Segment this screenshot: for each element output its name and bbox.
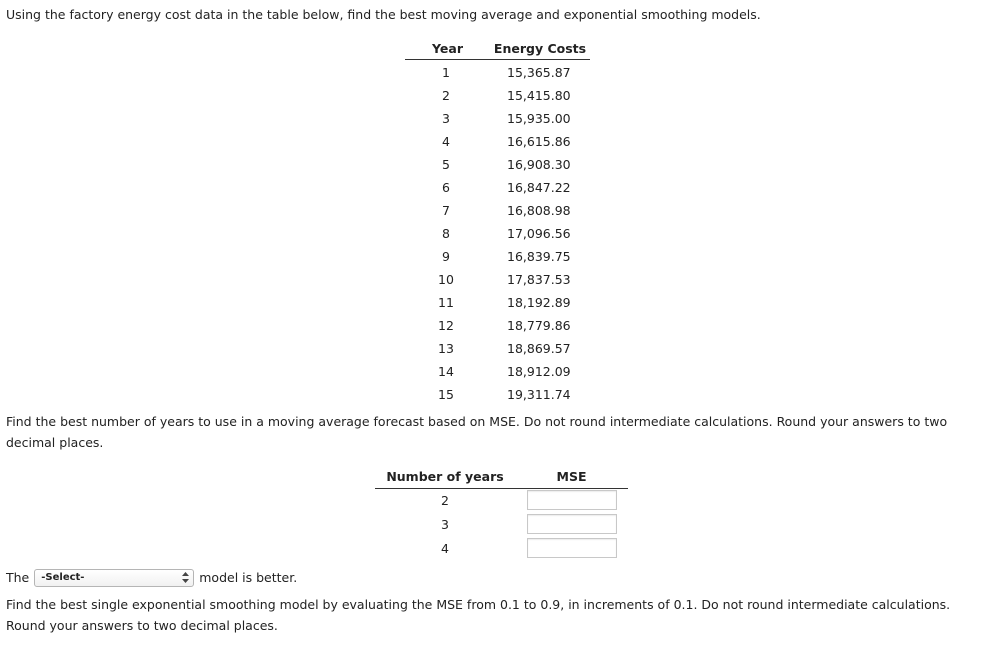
mse-cell xyxy=(515,538,628,558)
moving-average-instructions: Find the best number of years to use in a moving average forecast based on MSE. Do not round intermediate calculations. Round your answers to two decimal places. xyxy=(6,414,948,450)
mse-cell xyxy=(515,490,628,510)
energy-table-row xyxy=(405,153,590,176)
energy-table-row xyxy=(405,337,590,360)
energy-table-row xyxy=(405,314,590,337)
model-select-prefix: The xyxy=(6,570,30,585)
energy-table-row xyxy=(405,176,590,199)
year-cell: 10 xyxy=(438,272,454,287)
mse-input-4-years[interactable] xyxy=(527,538,617,558)
years-cell: 4 xyxy=(441,540,449,556)
energy-table-row xyxy=(405,61,590,84)
select-arrows-icon xyxy=(182,572,189,583)
year-column-header: Year xyxy=(432,40,463,56)
energy-table-row xyxy=(405,84,590,107)
year-cell: 7 xyxy=(442,203,450,218)
energy-table-body xyxy=(405,61,590,406)
year-cell: 8 xyxy=(442,226,450,241)
mse-cell xyxy=(515,514,628,534)
mse-input-3-years[interactable] xyxy=(527,514,617,534)
model-select-dropdown[interactable] xyxy=(34,569,194,587)
mse-input-2-years[interactable] xyxy=(527,490,617,510)
year-cell: 13 xyxy=(438,341,454,356)
energy-table-row xyxy=(405,199,590,222)
mse-table-body xyxy=(375,488,628,560)
year-cell: 14 xyxy=(438,364,454,379)
model-select-suffix: model is better. xyxy=(199,570,298,585)
mse-table-header xyxy=(375,466,628,488)
energy-cost-cell: 16,615.86 xyxy=(507,134,571,149)
intro-text: Using the factory energy cost data in the table below, find the best moving average and exponential smoothing models. xyxy=(6,7,761,22)
energy-cost-cell: 16,839.75 xyxy=(507,249,571,264)
energy-table-row xyxy=(405,130,590,153)
year-cell: 12 xyxy=(438,318,454,333)
years-cell: 2 xyxy=(441,492,449,508)
energy-costs-column-header: Energy Costs xyxy=(493,40,587,56)
mse-table xyxy=(375,466,628,560)
years-cell: 3 xyxy=(441,516,449,532)
energy-table-row xyxy=(405,268,590,291)
energy-table-header xyxy=(405,37,590,60)
year-cell: 9 xyxy=(442,249,450,264)
energy-cost-cell: 16,808.98 xyxy=(507,203,571,218)
energy-cost-cell: 16,908.30 xyxy=(507,157,571,172)
energy-table-row xyxy=(405,245,590,268)
exponential-smoothing-instructions: Find the best single exponential smoothing model by evaluating the MSE from 0.1 to 0.9, in increments of 0.1. Do not round intermediate calculations. Round your answers to two decimal places. xyxy=(6,597,951,633)
energy-cost-cell: 15,415.80 xyxy=(507,88,571,103)
model-select-value: -Select- xyxy=(41,571,85,583)
year-cell: 6 xyxy=(442,180,450,195)
number-of-years-header: Number of years xyxy=(375,466,515,489)
year-cell: 1 xyxy=(442,65,450,80)
mse-table-row xyxy=(375,512,628,536)
energy-table-row xyxy=(405,360,590,383)
energy-table-row xyxy=(405,222,590,245)
mse-table-row xyxy=(375,488,628,512)
energy-cost-cell: 17,837.53 xyxy=(507,272,571,287)
year-cell: 15 xyxy=(438,387,454,402)
energy-cost-cell: 18,192.89 xyxy=(507,295,571,310)
energy-table-row xyxy=(405,383,590,406)
energy-cost-cell: 17,096.56 xyxy=(507,226,571,241)
energy-cost-cell: 19,311.74 xyxy=(507,387,571,402)
energy-cost-cell: 15,935.00 xyxy=(507,111,571,126)
mse-table-row xyxy=(375,536,628,560)
year-cell: 3 xyxy=(442,111,450,126)
year-cell: 4 xyxy=(442,134,450,149)
model-select-line xyxy=(6,567,297,588)
energy-cost-cell: 18,912.09 xyxy=(507,364,571,379)
energy-cost-cell: 18,869.57 xyxy=(507,341,571,356)
energy-table-row xyxy=(405,107,590,130)
energy-cost-cell: 15,365.87 xyxy=(507,65,571,80)
year-cell: 5 xyxy=(442,157,450,172)
energy-cost-cell: 18,779.86 xyxy=(507,318,571,333)
energy-cost-cell: 16,847.22 xyxy=(507,180,571,195)
year-cell: 2 xyxy=(442,88,450,103)
mse-header: MSE xyxy=(515,466,628,489)
energy-cost-table xyxy=(405,37,590,406)
energy-table-row xyxy=(405,291,590,314)
year-cell: 11 xyxy=(438,295,454,310)
